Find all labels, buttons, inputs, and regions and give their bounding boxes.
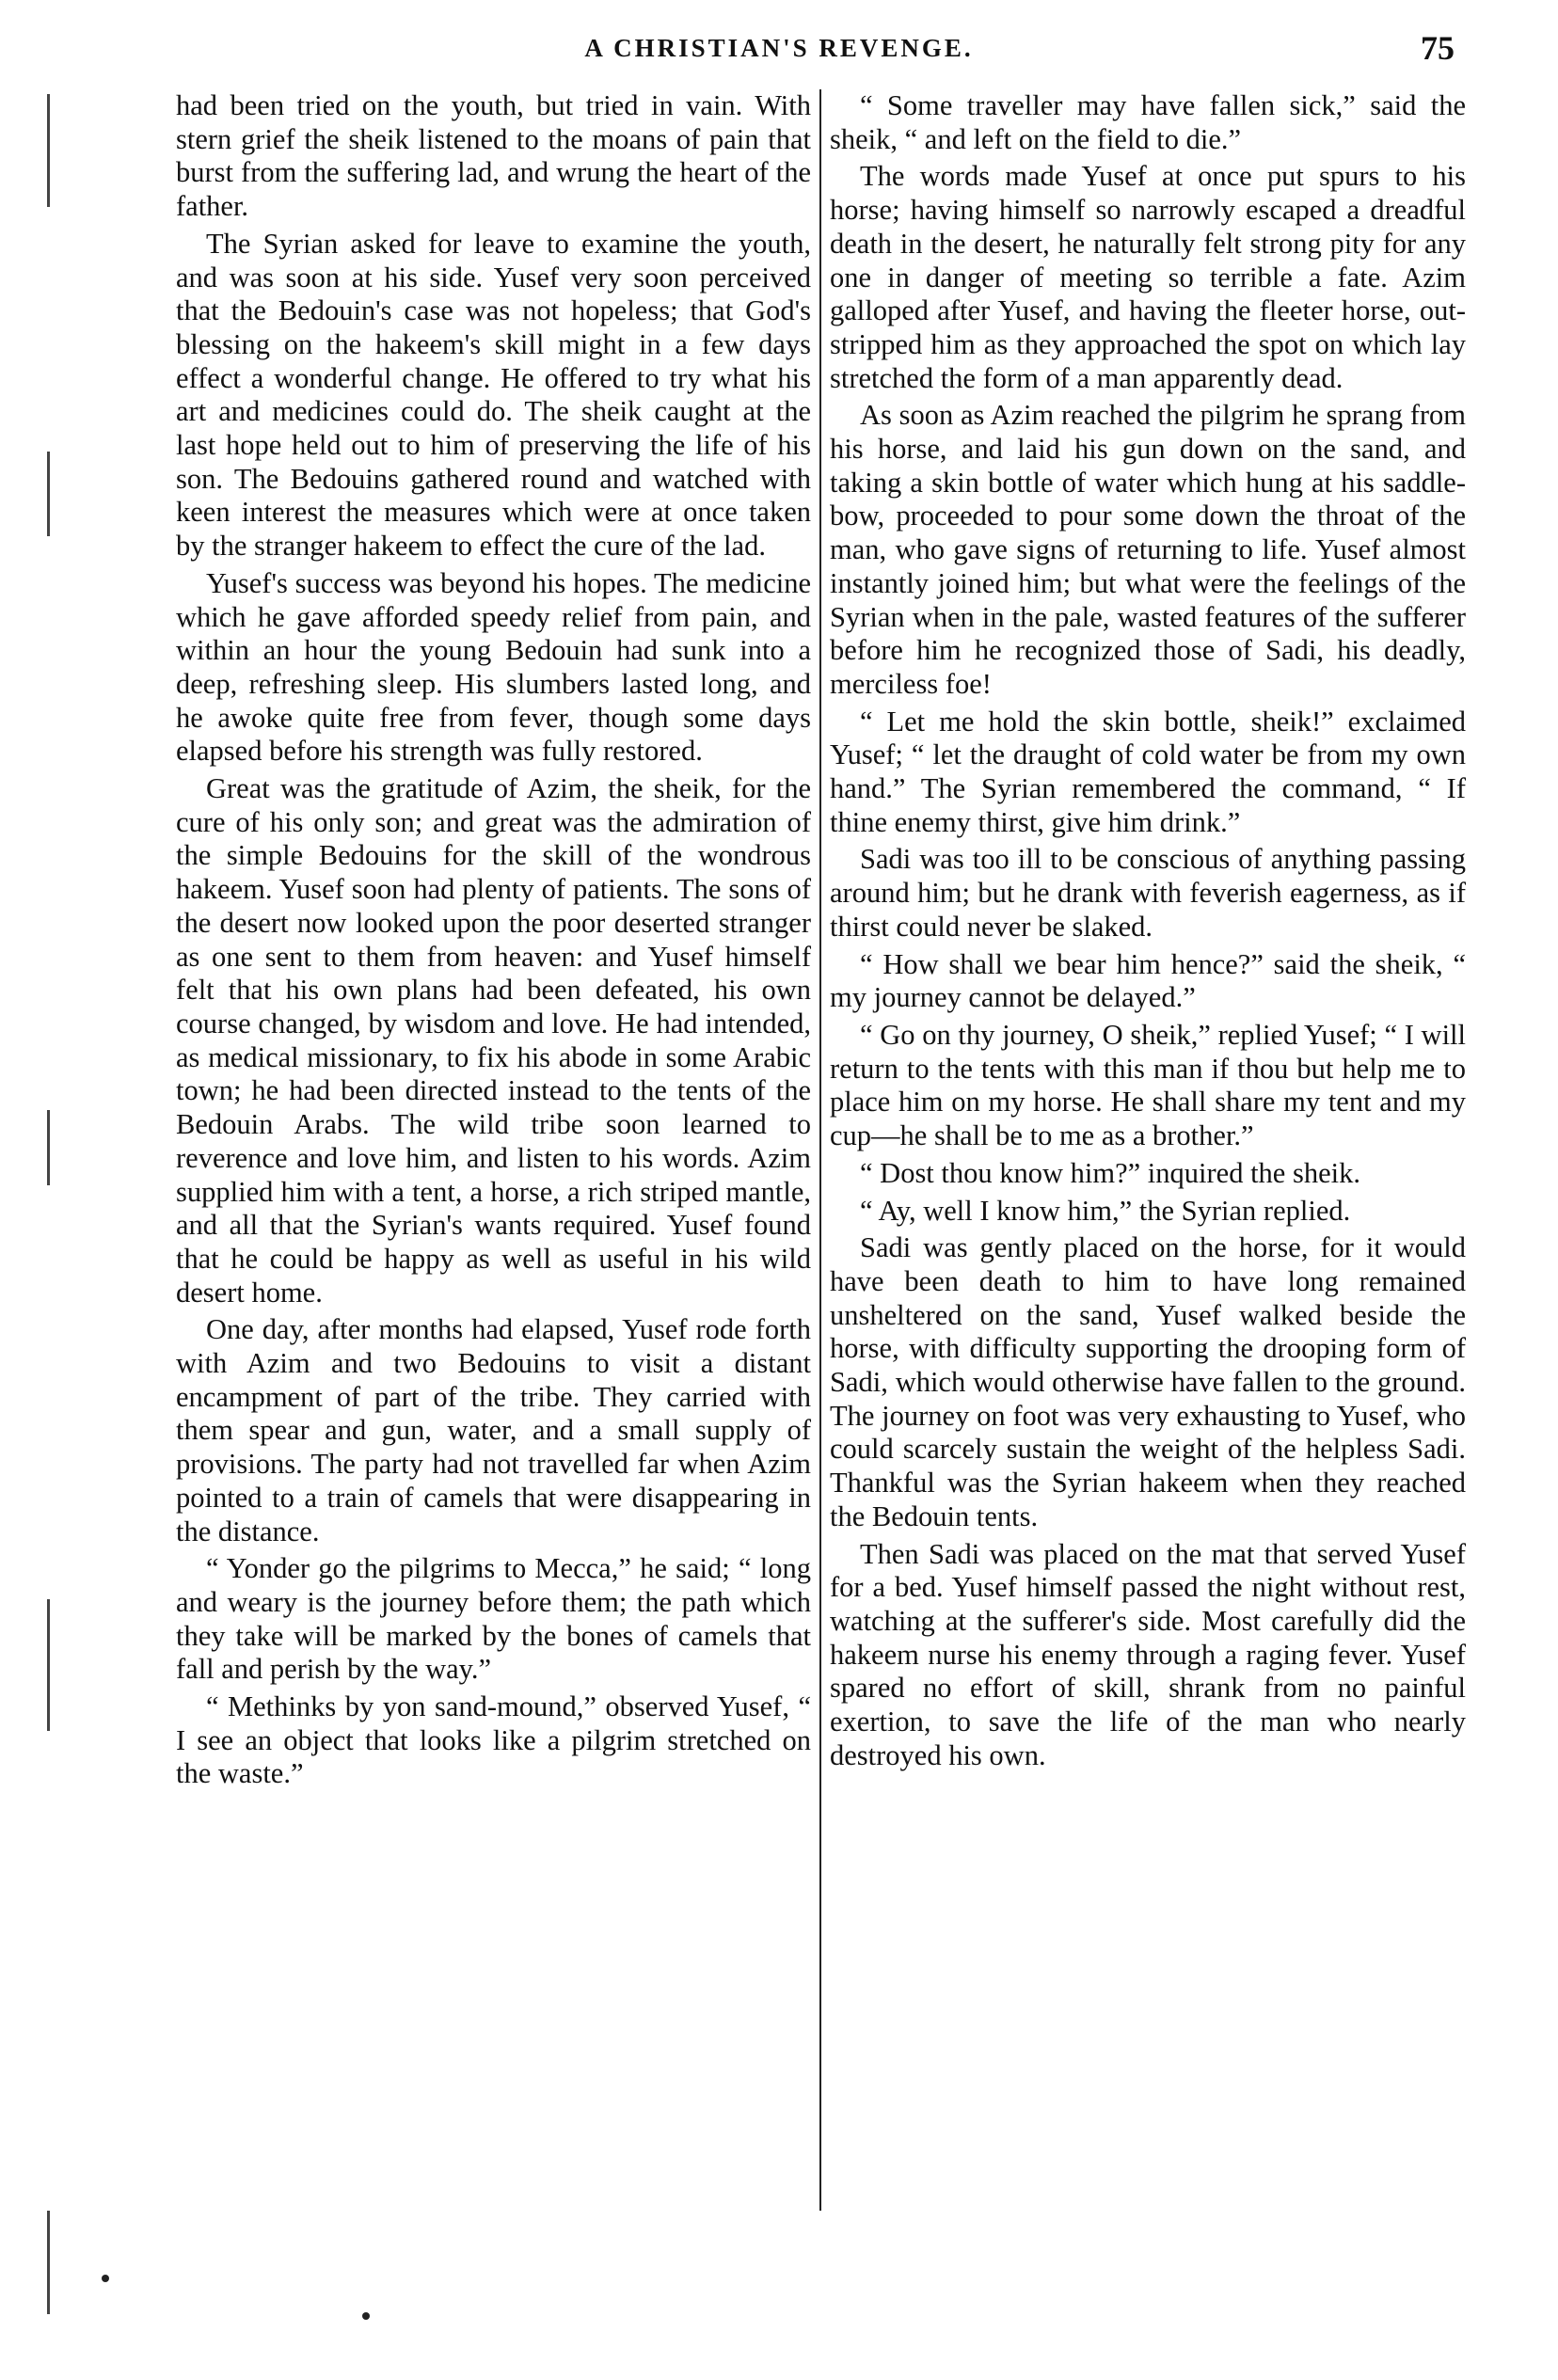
paragraph: Yusef's success was beyond his hopes. The medicine which he gave afforded speedy relief from pain, and within an hour the young Bedouin had sunk into a deep, refreshing sleep. His slumbers lasted long, and he awoke quite free from fever, though some days elapsed before his strength was fully restored. [176, 566, 811, 768]
paragraph: had been tried on the youth, but tried in vain. With stern grief the sheik listened to the moans of pain that burst from the suffering lad, and wrung the heart of the father. [176, 89, 811, 223]
page-number: 75 [1421, 29, 1455, 67]
ink-speck [362, 2312, 370, 2320]
paragraph: “ Methinks by yon sand-mound,” observed Yusef, “ I see an object that looks like a pilgrim stretched on the waste.” [176, 1690, 811, 1790]
paragraph: “ Dost thou know him?” inquired the sheik. [860, 1156, 1360, 1189]
paragraph: “ Yonder go the pilgrims to Mecca,” he said; “ long and weary is the journey before them; the path which they take will be marked by the bones of camels that fall and perish by the way.” [176, 1552, 811, 1686]
paragraph: Sadi was gently placed on the horse, for it would have been death to him to have long remained unsheltered on the sand, Yusef walked beside the horse, with difficulty supporting the drooping form of Sadi, which would otherwise have fallen to the ground. The journey on foot was very exhausting to Yusef, who could scarcely sustain the weight of the helpless Sadi. Thankful was the Syrian hakeem when they reached the Bedouin tents. [830, 1231, 1466, 1532]
column-rule [819, 89, 821, 2211]
paragraph: The Syrian asked for leave to examine the youth, and was soon at his side. Yusef very soon perceived that the Bedouin's case was not hopeless; that God's blessing on the hakeem's skill might in a few days effect a wonderful change. He offered to try what his art and medicines could do. The sheik caught at the last hope held out to him of preserving the life of his son. The Bedouins gathered round and watched with keen interest the measures which were at once taken by the stranger hakeem to effect the cure of the lad. [176, 227, 811, 563]
text-column-right [830, 89, 1466, 1776]
paragraph: Then Sadi was placed on the mat that served Yusef for a bed. Yusef himself passed the night without rest, watching at the sufferer's side. Most carefully did the hakeem nurse his enemy through a raging fever. Yusef spared no effort of skill, shrank from no painful exertion, to save the life of the man who nearly destroyed his own. [830, 1537, 1466, 1771]
paragraph: “ Go on thy journey, O sheik,” replied Yusef; “ I will return to the tents with this man if thou but help me to place him on my horse. He shall share my tent and my cup—he shall be to me as a brother.” [830, 1018, 1466, 1152]
binding-edge [47, 56, 53, 2380]
running-head: A CHRISTIAN'S REVENGE. [584, 34, 974, 62]
paragraph: As soon as Azim reached the pilgrim he sprang from his horse, and laid his gun down on the sand, and taking a skin bottle of water which hung at his saddle-bow, proceeded to pour some down the throat of the man, who gave signs of returning to life. Yusef almost instantly joined him; but what were the feelings of the Syrian when in the pale, wasted features of the sufferer before him he recognized those of Sadi, his deadly, merciless foe! [830, 399, 1466, 700]
paragraph: “ Some traveller may have fallen sick,” said the sheik, “ and left on the field to die.” [830, 89, 1466, 155]
paragraph: One day, after months had elapsed, Yusef rode forth with Azim and two Bedouins to visit a distant encampment of part of the tribe. They carried with them spear and gun, water, and a small supply of provisions. The party had not travelled far when Azim pointed to a train of camels that were disappearing in the distance. [176, 1313, 811, 1547]
paragraph: “ Let me hold the skin bottle, sheik!” exclaimed Yusef; “ let the draught of cold water be from my own hand.” The Syrian remembered the command, “ If thine enemy thirst, give him drink.” [830, 705, 1466, 838]
paragraph: “ How shall we bear him hence?” said the sheik, “ my journey cannot be delayed.” [830, 947, 1466, 1014]
paragraph: “ Ay, well I know him,” the Syrian replied. [860, 1194, 1351, 1227]
paragraph: Great was the gratitude of Azim, the sheik, for the cure of his only son; and great was the admiration of the simple Bedouins for the skill of the wondrous hakeem. Yusef soon had plenty of patients. The sons of the desert now looked upon the poor deserted stranger as one sent to them from heaven: and Yusef himself felt that his own plans had been defeated, his own course changed, by wisdom and love. He had intended, as medical missionary, to fix his abode in some Arabic town; he had been directed instead to the tents of the Bedouin Arabs. The wild tribe soon learned to reverence and love him, and listen to his words. Azim supplied him with a tent, a horse, a rich striped mantle, and all that the Syrian's wants required. Yusef found that he could be happy as well as useful in his wild desert home. [176, 772, 811, 1309]
paragraph: Sadi was too ill to be conscious of anything passing around him; but he drank with feverish eagerness, as if thirst could never be slaked. [830, 843, 1466, 943]
page-header [0, 28, 1558, 75]
ink-speck [102, 2275, 109, 2282]
paragraph: The words made Yusef at once put spurs to his horse; having himself so narrowly escaped a dreadful death in the desert, he naturally felt strong pity for any one in danger of meeting so terrible a fate. Azim galloped after Yusef, and having the fleeter horse, out-stripped him as they approached the spot on which lay stretched the form of a man apparently dead. [830, 160, 1466, 394]
text-column-left [176, 89, 811, 1795]
